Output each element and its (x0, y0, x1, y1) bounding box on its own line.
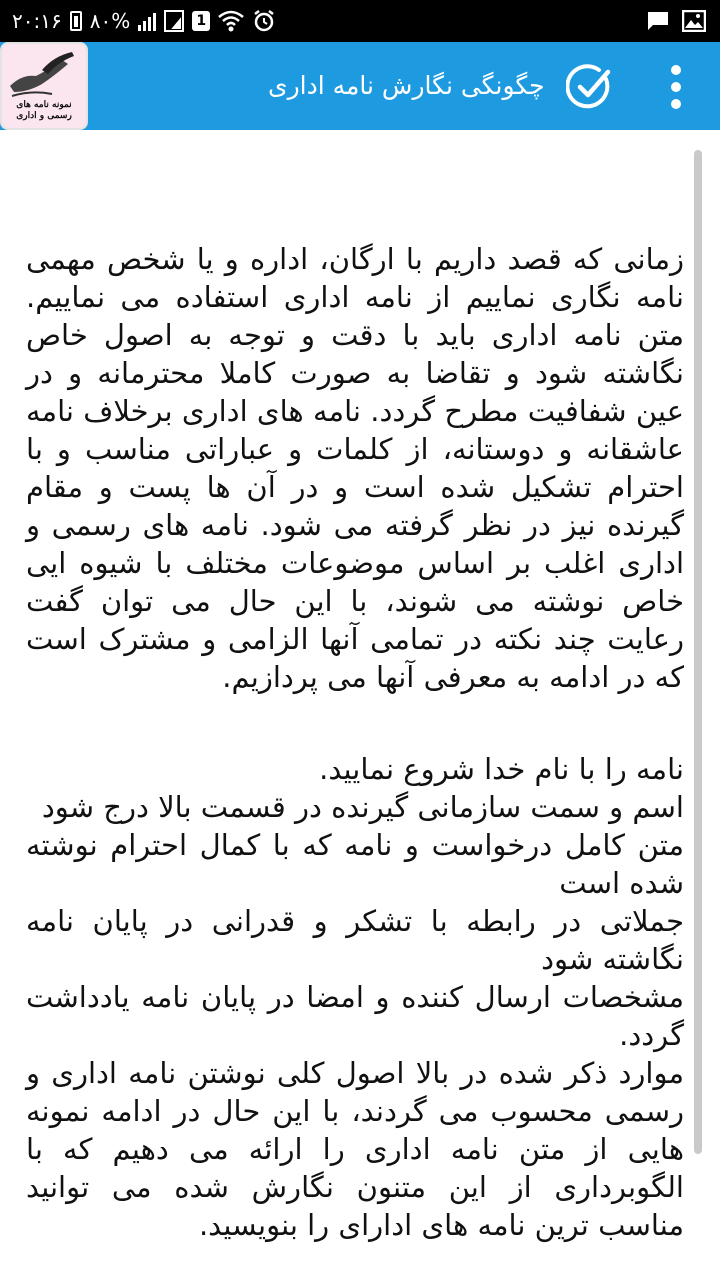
alarm-icon (252, 9, 276, 33)
list-item: مشخصات ارسال کننده و امضا در پایان نامه یادداشت گردد. (26, 980, 684, 1052)
message-icon (646, 10, 670, 32)
status-right (646, 0, 706, 42)
sim-signal-icon (164, 10, 184, 32)
list-item: اسم و سمت سازمانی گیرنده در قسمت بالا درج شود (41, 790, 684, 824)
check-circle-icon[interactable] (566, 63, 614, 111)
status-bar (0, 0, 720, 42)
app-logo[interactable] (0, 42, 88, 130)
image-icon (682, 10, 706, 32)
page-title: چگونگی نگارش نامه اداری (268, 71, 545, 100)
status-left (12, 0, 276, 42)
wifi-icon (218, 10, 244, 32)
battery-icon (70, 11, 82, 31)
list-item: متن کامل درخواست و نامه که با کمال احترام نوشته شده است (26, 828, 684, 900)
clock: ۲۰:۱۶ (12, 9, 62, 33)
list-item: نامه را با نام خدا شروع نمایید. (319, 752, 684, 786)
signal-icon (138, 11, 156, 31)
app-bar (0, 42, 720, 130)
sim-slot-icon: 1 (192, 11, 210, 31)
list-item: موارد ذکر شده در بالا اصول کلی نوشتن نامه اداری و رسمی محسوب می گردند، با این حال در ادامه نمونه هایی از متن نامه اداری را ارائه می دهیم که با الگوبرداری از این متنون نگارش شده می توانید مناسب ترین نامه های ادارای را بنویسید. (26, 1056, 684, 1242)
tips-list (26, 750, 684, 1244)
list-item: جملاتی در رابطه با تشکر و قدرانی در پایان نامه نگاشته شود (26, 904, 684, 976)
intro-paragraph: زمانی که قصد داریم با ارگان، اداره و یا شخص مهمی نامه نگاری نماییم از نامه اداری استفاده می نماییم. متن نامه اداری باید با دقت و توجه به اصول خاص نگاشته شود و تقاضا به صورت کاملا محترمانه و در عین شفافیت مطرح گردد. نامه های اداری برخلاف نامه عاشقانه و دوستانه، از کلمات و عباراتی مناسب و با احترام تشکیل شده است و در آن ها پست و مقام گیرنده نیز در نظر گرفته می شود. نامه های رسمی و اداری اغلب بر اساس موضوعات مختلف با شیوه ایی خاص نوشته می شوند، با این حال می توان گفت رعایت چند نکته در تمامی آنها الزامی و مشترک است که در ادامه به معرفی آنها می پردازیم. (26, 242, 684, 694)
battery-percent: ۸۰% (89, 9, 131, 33)
logo-text: نمونه نامه های رسمی و اداری (16, 100, 72, 121)
writing-hand-icon (2, 46, 86, 102)
article-content (0, 130, 720, 1280)
more-vert-icon[interactable] (662, 62, 690, 112)
